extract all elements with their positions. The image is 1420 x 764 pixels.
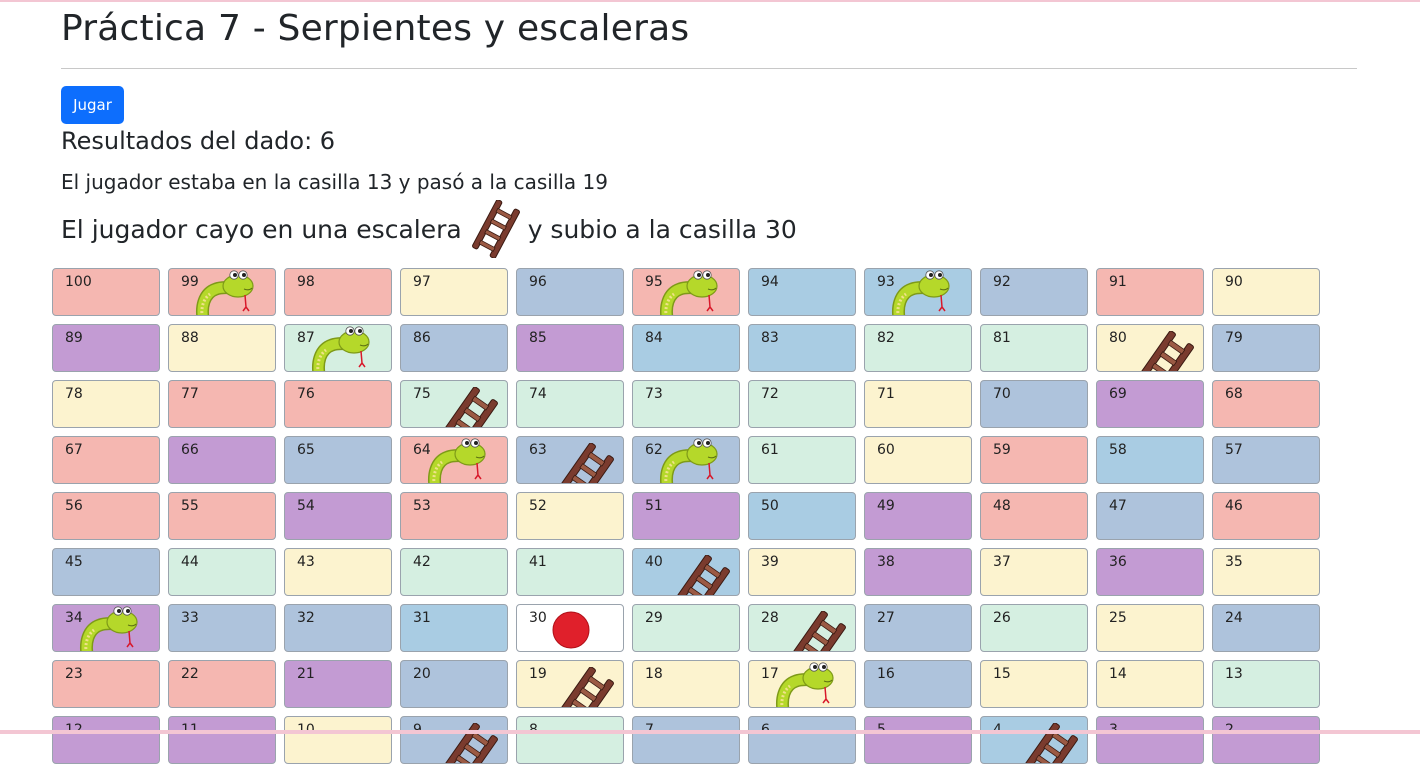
board-cell-67[interactable] <box>52 436 160 484</box>
cell-number: 32 <box>297 610 315 626</box>
board-cell-22[interactable] <box>168 660 276 708</box>
cell-number: 89 <box>65 330 83 346</box>
cell-number: 77 <box>181 386 199 402</box>
board-cell-15[interactable] <box>980 660 1088 708</box>
cell-number: 60 <box>877 442 895 458</box>
cell-number: 61 <box>761 442 779 458</box>
cell-number: 54 <box>297 498 315 514</box>
cell-number: 75 <box>413 386 431 402</box>
page-title: Práctica 7 - Serpientes y escaleras <box>61 8 690 49</box>
board-cell-23[interactable] <box>52 660 160 708</box>
cell-number: 35 <box>1225 554 1243 570</box>
board-cell-91[interactable] <box>1096 268 1204 316</box>
board-cell-96[interactable] <box>516 268 624 316</box>
board-cell-39[interactable] <box>748 548 856 596</box>
board-cell-78[interactable] <box>52 380 160 428</box>
cell-number: 37 <box>993 554 1011 570</box>
board-cell-4[interactable] <box>980 716 1088 764</box>
event-suffix: y subio a la casilla 30 <box>527 214 797 244</box>
board-cell-95[interactable] <box>632 268 740 316</box>
cell-number: 22 <box>181 666 199 682</box>
board-cell-73[interactable] <box>632 380 740 428</box>
board-cell-50[interactable] <box>748 492 856 540</box>
board-cell-32[interactable] <box>284 604 392 652</box>
board-cell-35[interactable] <box>1212 548 1320 596</box>
snake-icon <box>310 324 372 372</box>
cell-number: 44 <box>181 554 199 570</box>
board-cell-13[interactable] <box>1212 660 1320 708</box>
cell-number: 57 <box>1225 442 1243 458</box>
board-cell-6[interactable] <box>748 716 856 764</box>
cell-number: 49 <box>877 498 895 514</box>
board-cell-58[interactable] <box>1096 436 1204 484</box>
board-cell-80[interactable] <box>1096 324 1204 372</box>
board-cell-98[interactable] <box>284 268 392 316</box>
board-cell-64[interactable] <box>400 436 508 484</box>
cell-number: 27 <box>877 610 895 626</box>
cell-number: 28 <box>761 610 779 626</box>
cell-number: 55 <box>181 498 199 514</box>
board-cell-57[interactable] <box>1212 436 1320 484</box>
board-cell-55[interactable] <box>168 492 276 540</box>
board-cell-70[interactable] <box>980 380 1088 428</box>
play-button[interactable]: Jugar <box>61 86 124 124</box>
board-cell-88[interactable] <box>168 324 276 372</box>
cell-number: 80 <box>1109 330 1127 346</box>
board-cell-33[interactable] <box>168 604 276 652</box>
cell-number: 87 <box>297 330 315 346</box>
ladder-icon <box>659 555 731 596</box>
cell-number: 64 <box>413 442 431 458</box>
board-cell-17[interactable] <box>748 660 856 708</box>
snake-icon <box>658 268 720 316</box>
cell-number: 70 <box>993 386 1011 402</box>
cell-number: 93 <box>877 274 895 290</box>
cell-number: 65 <box>297 442 315 458</box>
board-cell-62[interactable] <box>632 436 740 484</box>
board-cell-83[interactable] <box>748 324 856 372</box>
board-cell-51[interactable] <box>632 492 740 540</box>
board-cell-79[interactable] <box>1212 324 1320 372</box>
cell-number: 91 <box>1109 274 1127 290</box>
board-cell-66[interactable] <box>168 436 276 484</box>
cell-number: 68 <box>1225 386 1243 402</box>
cell-number: 48 <box>993 498 1011 514</box>
cell-number: 84 <box>645 330 663 346</box>
player-token-icon <box>547 610 599 650</box>
cell-number: 15 <box>993 666 1011 682</box>
cell-number: 25 <box>1109 610 1127 626</box>
board-cell-49[interactable] <box>864 492 972 540</box>
cell-number: 41 <box>529 554 547 570</box>
cell-number: 46 <box>1225 498 1243 514</box>
cell-number: 79 <box>1225 330 1243 346</box>
cell-number: 62 <box>645 442 663 458</box>
ladder-icon <box>470 200 522 258</box>
snake-icon <box>426 436 488 484</box>
board-cell-53[interactable] <box>400 492 508 540</box>
cell-number: 21 <box>297 666 315 682</box>
board-cell-93[interactable] <box>864 268 972 316</box>
board-cell-68[interactable] <box>1212 380 1320 428</box>
board-cell-65[interactable] <box>284 436 392 484</box>
cell-number: 66 <box>181 442 199 458</box>
cell-number: 29 <box>645 610 663 626</box>
board-cell-45[interactable] <box>52 548 160 596</box>
cell-number: 90 <box>1225 274 1243 290</box>
board-cell-42[interactable] <box>400 548 508 596</box>
board-cell-100[interactable] <box>52 268 160 316</box>
board-cell-19[interactable] <box>516 660 624 708</box>
board-cell-18[interactable] <box>632 660 740 708</box>
cell-number: 63 <box>529 442 547 458</box>
cell-number: 24 <box>1225 610 1243 626</box>
ladder-icon <box>775 611 847 652</box>
move-result: El jugador estaba en la casilla 13 y pasó a la casilla 19 <box>61 170 608 194</box>
board-cell-2[interactable] <box>1212 716 1320 764</box>
board-cell-94[interactable] <box>748 268 856 316</box>
board-cell-37[interactable] <box>980 548 1088 596</box>
board-cell-52[interactable] <box>516 492 624 540</box>
cell-number: 20 <box>413 666 431 682</box>
snake-icon <box>890 268 952 316</box>
cell-number: 19 <box>529 666 547 682</box>
board-cell-48[interactable] <box>980 492 1088 540</box>
cell-number: 92 <box>993 274 1011 290</box>
cell-number: 42 <box>413 554 431 570</box>
board-cell-77[interactable] <box>168 380 276 428</box>
cell-number: 58 <box>1109 442 1127 458</box>
board-cell-75[interactable] <box>400 380 508 428</box>
board-cell-12[interactable] <box>52 716 160 764</box>
cell-number: 33 <box>181 610 199 626</box>
cell-number: 23 <box>65 666 83 682</box>
board-cell-99[interactable] <box>168 268 276 316</box>
cell-number: 40 <box>645 554 663 570</box>
cell-number: 26 <box>993 610 1011 626</box>
cell-number: 45 <box>65 554 83 570</box>
board-cell-63[interactable] <box>516 436 624 484</box>
board-cell-76[interactable] <box>284 380 392 428</box>
dice-result: Resultados del dado: 6 <box>61 127 336 155</box>
board-cell-26[interactable] <box>980 604 1088 652</box>
ladder-icon <box>1123 331 1195 372</box>
board-cell-29[interactable] <box>632 604 740 652</box>
board-cell-47[interactable] <box>1096 492 1204 540</box>
board-cell-72[interactable] <box>748 380 856 428</box>
snake-icon <box>78 604 140 652</box>
cell-number: 31 <box>413 610 431 626</box>
board-cell-69[interactable] <box>1096 380 1204 428</box>
board-cell-61[interactable] <box>748 436 856 484</box>
board-cell-89[interactable] <box>52 324 160 372</box>
board-cell-84[interactable] <box>632 324 740 372</box>
cell-number: 82 <box>877 330 895 346</box>
board-cell-87[interactable] <box>284 324 392 372</box>
board-cell-9[interactable] <box>400 716 508 764</box>
event-prefix: El jugador cayo en una escalera <box>61 214 462 244</box>
board-cell-44[interactable] <box>168 548 276 596</box>
board-cell-38[interactable] <box>864 548 972 596</box>
cell-number: 52 <box>529 498 547 514</box>
cell-number: 96 <box>529 274 547 290</box>
cell-number: 86 <box>413 330 431 346</box>
cell-number: 34 <box>65 610 83 626</box>
cell-number: 16 <box>877 666 895 682</box>
board-cell-36[interactable] <box>1096 548 1204 596</box>
window-bottom-edge <box>0 730 1420 734</box>
board-cell-97[interactable] <box>400 268 508 316</box>
board-cell-10[interactable] <box>284 716 392 764</box>
board-cell-27[interactable] <box>864 604 972 652</box>
board-cell-85[interactable] <box>516 324 624 372</box>
cell-number: 85 <box>529 330 547 346</box>
cell-number: 98 <box>297 274 315 290</box>
board-cell-71[interactable] <box>864 380 972 428</box>
board-cell-59[interactable] <box>980 436 1088 484</box>
board-cell-43[interactable] <box>284 548 392 596</box>
cell-number: 53 <box>413 498 431 514</box>
board-cell-7[interactable] <box>632 716 740 764</box>
board-cell-60[interactable] <box>864 436 972 484</box>
cell-number: 99 <box>181 274 199 290</box>
cell-number: 39 <box>761 554 779 570</box>
snake-icon <box>658 436 720 484</box>
board-cell-90[interactable] <box>1212 268 1320 316</box>
cell-number: 13 <box>1225 666 1243 682</box>
cell-number: 100 <box>65 274 92 290</box>
board-cell-11[interactable] <box>168 716 276 764</box>
cell-number: 14 <box>1109 666 1127 682</box>
board-cell-92[interactable] <box>980 268 1088 316</box>
board-cell-56[interactable] <box>52 492 160 540</box>
cell-number: 69 <box>1109 386 1127 402</box>
cell-number: 36 <box>1109 554 1127 570</box>
cell-number: 78 <box>65 386 83 402</box>
board-cell-3[interactable] <box>1096 716 1204 764</box>
cell-number: 97 <box>413 274 431 290</box>
board-cell-74[interactable] <box>516 380 624 428</box>
cell-number: 71 <box>877 386 895 402</box>
board-cell-82[interactable] <box>864 324 972 372</box>
board-cell-31[interactable] <box>400 604 508 652</box>
board-cell-54[interactable] <box>284 492 392 540</box>
ladder-icon <box>543 443 615 484</box>
board-cell-16[interactable] <box>864 660 972 708</box>
board-cell-25[interactable] <box>1096 604 1204 652</box>
ladder-icon <box>427 387 499 428</box>
cell-number: 88 <box>181 330 199 346</box>
cell-number: 30 <box>529 610 547 626</box>
board-cell-28[interactable] <box>748 604 856 652</box>
board-cell-20[interactable] <box>400 660 508 708</box>
cell-number: 94 <box>761 274 779 290</box>
board-cell-21[interactable] <box>284 660 392 708</box>
cell-number: 74 <box>529 386 547 402</box>
cell-number: 56 <box>65 498 83 514</box>
board-cell-8[interactable] <box>516 716 624 764</box>
cell-number: 50 <box>761 498 779 514</box>
cell-number: 67 <box>65 442 83 458</box>
board-cell-86[interactable] <box>400 324 508 372</box>
cell-number: 76 <box>297 386 315 402</box>
board-cell-24[interactable] <box>1212 604 1320 652</box>
cell-number: 18 <box>645 666 663 682</box>
board-cell-14[interactable] <box>1096 660 1204 708</box>
cell-number: 95 <box>645 274 663 290</box>
cell-number: 17 <box>761 666 779 682</box>
ladder-icon <box>543 667 615 708</box>
cell-number: 43 <box>297 554 315 570</box>
snake-icon <box>774 660 836 708</box>
snake-icon <box>194 268 256 316</box>
cell-number: 47 <box>1109 498 1127 514</box>
cell-number: 81 <box>993 330 1011 346</box>
board-cell-40[interactable] <box>632 548 740 596</box>
event-result <box>61 200 797 258</box>
title-divider <box>61 68 1357 69</box>
cell-number: 72 <box>761 386 779 402</box>
board-cell-5[interactable] <box>864 716 972 764</box>
cell-number: 83 <box>761 330 779 346</box>
cell-number: 59 <box>993 442 1011 458</box>
cell-number: 38 <box>877 554 895 570</box>
cell-number: 51 <box>645 498 663 514</box>
cell-number: 73 <box>645 386 663 402</box>
board-cell-34[interactable] <box>52 604 160 652</box>
board-cell-30[interactable] <box>516 604 624 652</box>
board-cell-46[interactable] <box>1212 492 1320 540</box>
board-cell-81[interactable] <box>980 324 1088 372</box>
board-cell-41[interactable] <box>516 548 624 596</box>
